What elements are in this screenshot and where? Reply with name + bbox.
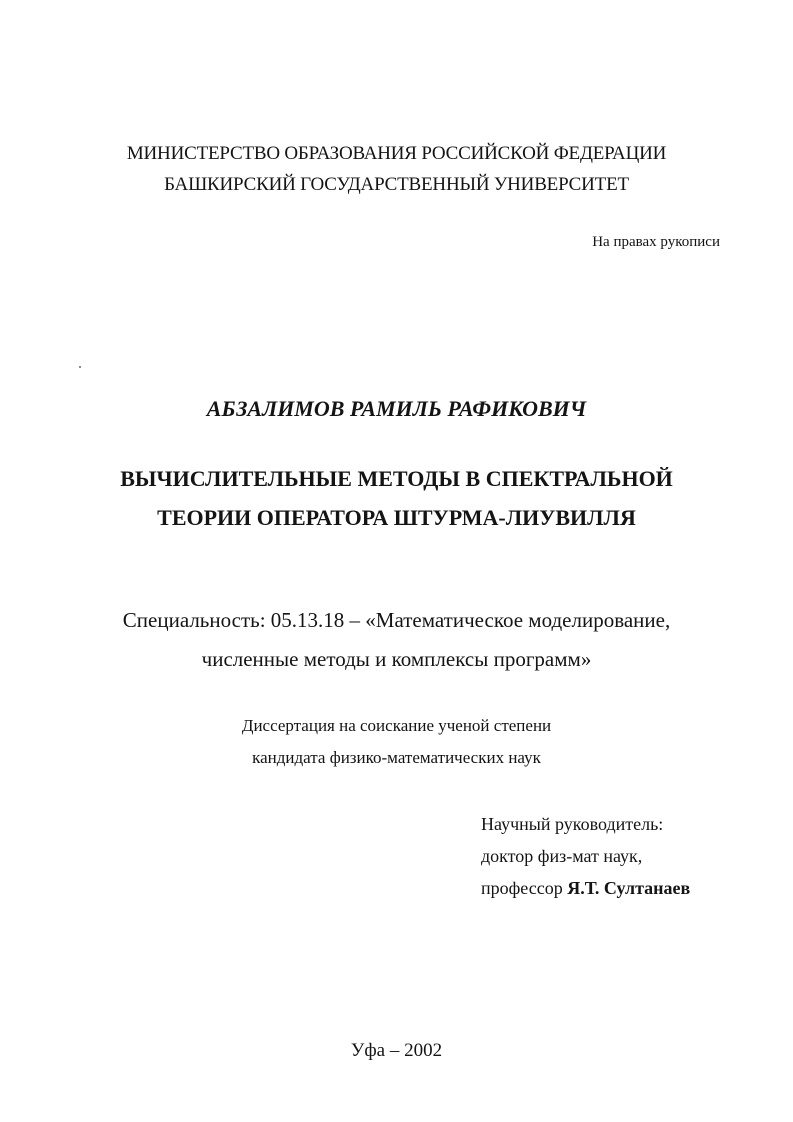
author-name: АБЗАЛИМОВ РАМИЛЬ РАФИКОВИЧ [206, 396, 587, 421]
supervisor-position: профессор [481, 878, 563, 898]
university-name: БАШКИРСКИЙ ГОСУДАРСТВЕННЫЙ УНИВЕРСИТЕТ [164, 174, 629, 195]
dissertation-line-1: Диссертация на соискание ученой степени [241, 716, 552, 735]
specialty-line-2: численные методы и комплексы программ» [201, 647, 592, 671]
ministry-name: МИНИСТЕРСТВО ОБРАЗОВАНИЯ РОССИЙСКОЙ ФЕДЕРАЦИИ [126, 143, 667, 164]
supervisor-label: Научный руководитель: [481, 814, 664, 834]
thesis-title-line-1: ВЫЧИСЛИТЕЛЬНЫЕ МЕТОДЫ В СПЕКТРАЛЬНОЙ [120, 466, 673, 491]
supervisor-line [481, 878, 690, 899]
manuscript-note: На правах рукописи [592, 234, 720, 250]
dissertation-line-2: кандидата физико-математических наук [252, 748, 541, 767]
scan-speck [79, 366, 81, 368]
city-year: Уфа – 2002 [350, 1040, 443, 1061]
thesis-title-line-2: ТЕОРИИ ОПЕРАТОРА ШТУРМА-ЛИУВИЛЛЯ [157, 505, 636, 530]
supervisor-degree: доктор физ-мат наук, [481, 846, 643, 866]
specialty-line-1: Специальность: 05.13.18 – «Математическое моделирование, [122, 608, 671, 632]
supervisor-name: Я.Т. Султанаев [567, 878, 691, 898]
